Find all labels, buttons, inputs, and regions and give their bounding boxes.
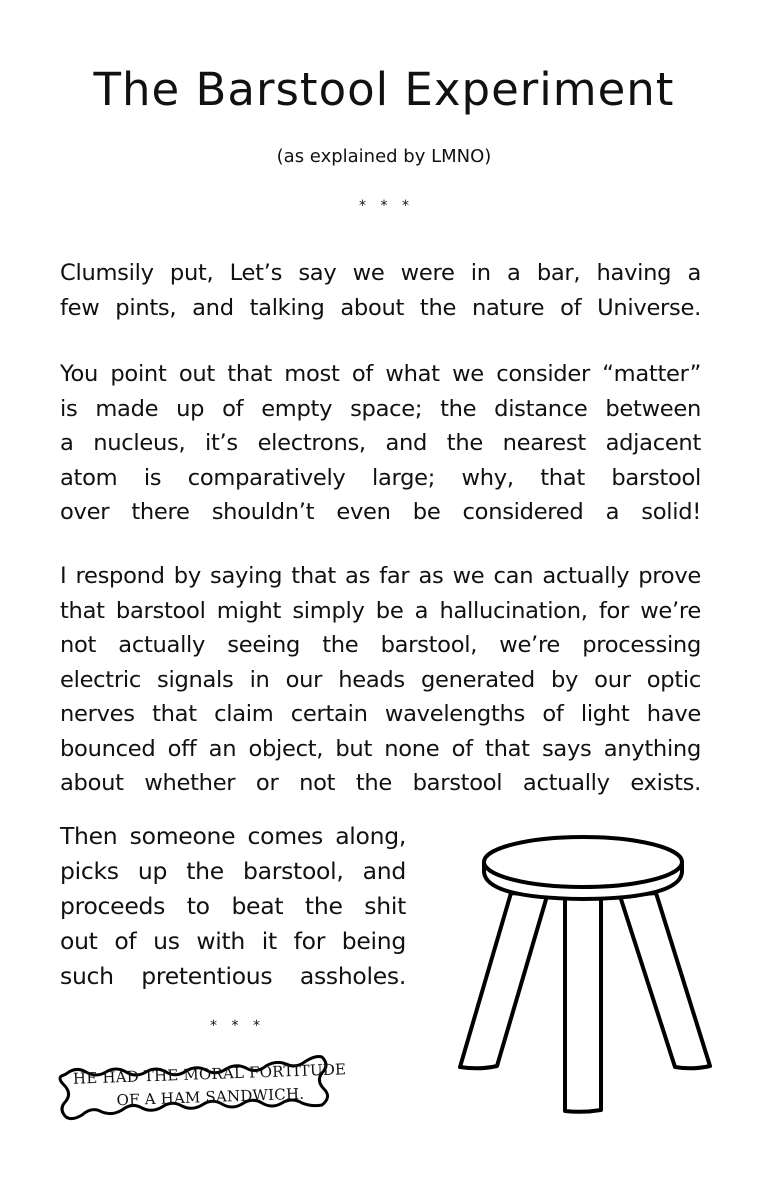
text-line: bounced off an object, but none of that says anything xyxy=(60,735,701,762)
banner-line: HE HAD THE MORAL FORTITUDE xyxy=(72,1060,347,1088)
stool-seat-top xyxy=(484,837,682,887)
paragraph-punchline xyxy=(60,819,406,994)
stool-leg-left xyxy=(460,893,547,1068)
text-line: out of us with it for being xyxy=(60,927,406,955)
text-line: is made up of empty space; the distance between xyxy=(60,395,701,422)
text-line: few pints, and talking about the nature of Universe. xyxy=(60,294,701,321)
text-line: about whether or not the barstool actually exists. xyxy=(60,770,701,796)
page-title: The Barstool Experiment xyxy=(93,63,675,116)
paragraph-matter xyxy=(60,357,701,530)
text-line: over there shouldn’t even be considered a solid! xyxy=(60,499,701,525)
stool-leg-right xyxy=(620,893,710,1068)
text-line: Clumsily put, Let’s say we were in a bar, having a xyxy=(60,260,701,286)
text-line: Then someone comes along, xyxy=(60,822,406,850)
text-line: a nucleus, it’s electrons, and the nearest adjacent xyxy=(60,430,701,456)
section-separator: * * * xyxy=(210,1018,260,1034)
text-line: atom is comparatively large; why, that barstool xyxy=(60,464,701,491)
paragraph-hallucination xyxy=(60,559,701,801)
stool-leg-middle xyxy=(565,897,601,1112)
text-line: You point out that most of what we consider “matter” xyxy=(60,361,701,387)
text-line: proceeds to beat the shit xyxy=(60,892,406,920)
barstool-icon xyxy=(440,820,740,1130)
text-line: not actually seeing the barstool, we’re processing xyxy=(60,632,701,658)
text-line: nerves that claim certain wavelengths of light have xyxy=(60,701,701,727)
text-line: such pretentious assholes. xyxy=(60,962,406,990)
banner-line: OF A HAM SANDWICH. xyxy=(116,1084,305,1110)
text-line: that barstool might simply be a hallucination, for we’re xyxy=(60,597,701,624)
paragraph-intro xyxy=(60,256,701,325)
text-line: electric signals in our heads generated by our optic xyxy=(60,666,701,693)
text-line: I respond by saying that as far as we can actually prove xyxy=(60,563,701,589)
section-separator: * * * xyxy=(359,198,409,214)
page-subtitle: (as explained by LMNO) xyxy=(276,146,492,167)
text-line: picks up the barstool, and xyxy=(60,857,406,885)
